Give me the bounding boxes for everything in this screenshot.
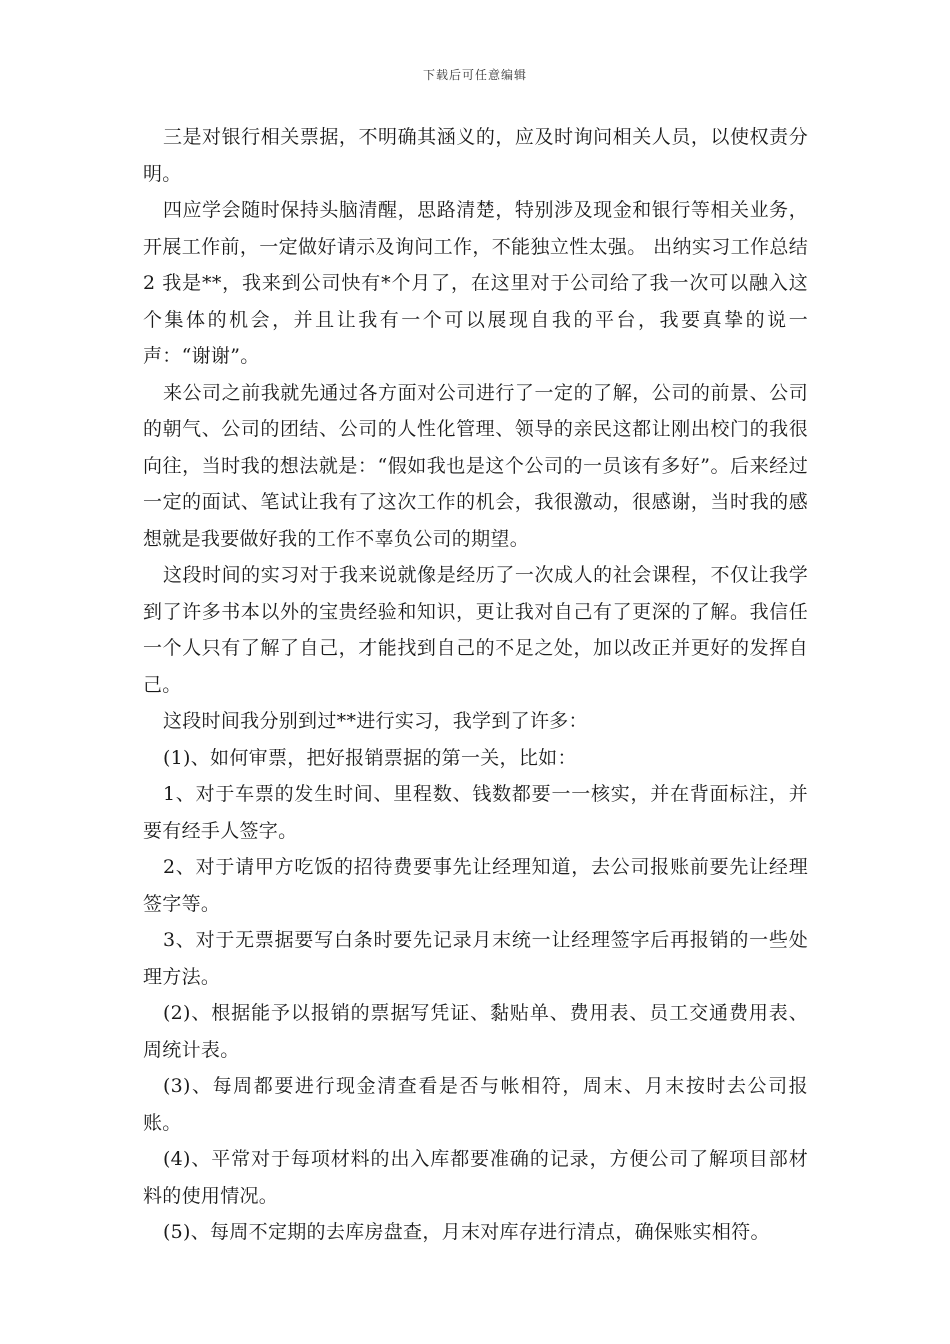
page-header: 下载后可任意编辑 xyxy=(422,68,527,82)
paragraph: 2、对于请甲方吃饭的招待费要事先让经理知道，去公司报账前要先让经理签字等。 xyxy=(143,856,808,915)
paragraph: (3)、每周都要进行现金清查看是否与帐相符，周末、月末按时去公司报账。 xyxy=(143,1075,808,1134)
paragraph: (2)、根据能予以报销的票据写凭证、黏贴单、费用表、员工交通费用表、周统计表。 xyxy=(143,1002,808,1061)
paragraph: 1、对于车票的发生时间、里程数、钱数都要一一核实，并在背面标注，并要有经手人签字。 xyxy=(143,783,808,842)
paragraph: (5)、每周不定期的去库房盘查，月末对库存进行清点，确保账实相符。 xyxy=(162,1221,770,1243)
document-body xyxy=(143,119,808,1251)
paragraph: 来公司之前我就先通过各方面对公司进行了一定的了解，公司的前景、公司的朝气、公司的团结、公司的人性化管理、领导的亲民这都让刚出校门的我很向往，当时我的想法就是：“假如我也是这个公司的一员该有多好”。后来经过一定的面试、笔试让我有了这次工作的机会，我很激动，很感谢，当时我的感想就是我要做好我的工作不辜负公司的期望。 xyxy=(143,381,808,550)
paragraph: 这段时间的实习对于我来说就像是经历了一次成人的社会课程，不仅让我学到了许多书本以外的宝贵经验和知识，更让我对自己有了更深的了解。我信任一个人只有了解了自己，才能找到自己的不足之处，加以改正并更好的发挥自己。 xyxy=(143,564,808,696)
paragraph: 三是对银行相关票据，不明确其涵义的，应及时询问相关人员，以使权责分明。 xyxy=(143,126,808,185)
paragraph: (4)、平常对于每项材料的出入库都要准确的记录，方便公司了解项目部材料的使用情况。 xyxy=(143,1148,808,1207)
paragraph: 四应学会随时保持头脑清醒，思路清楚，特别涉及现金和银行等相关业务，开展工作前，一定做好请示及询问工作，不能独立性太强。 出纳实习工作总结2 我是**，我来到公司快有*个月了，在这里对于公司给了我一次可以融入这个集体的机会，并且让我有一个可以展现自我的平台，我要真挚的说一声：“谢谢”。 xyxy=(143,199,808,367)
paragraph: 这段时间我分别到过**进行实习，我学到了许多： xyxy=(162,710,588,732)
paragraph: (1)、如何审票，把好报销票据的第一关，比如： xyxy=(162,746,577,769)
paragraph: 3、对于无票据要写白条时要先记录月末统一让经理签字后再报销的一些处理方法。 xyxy=(143,929,808,988)
